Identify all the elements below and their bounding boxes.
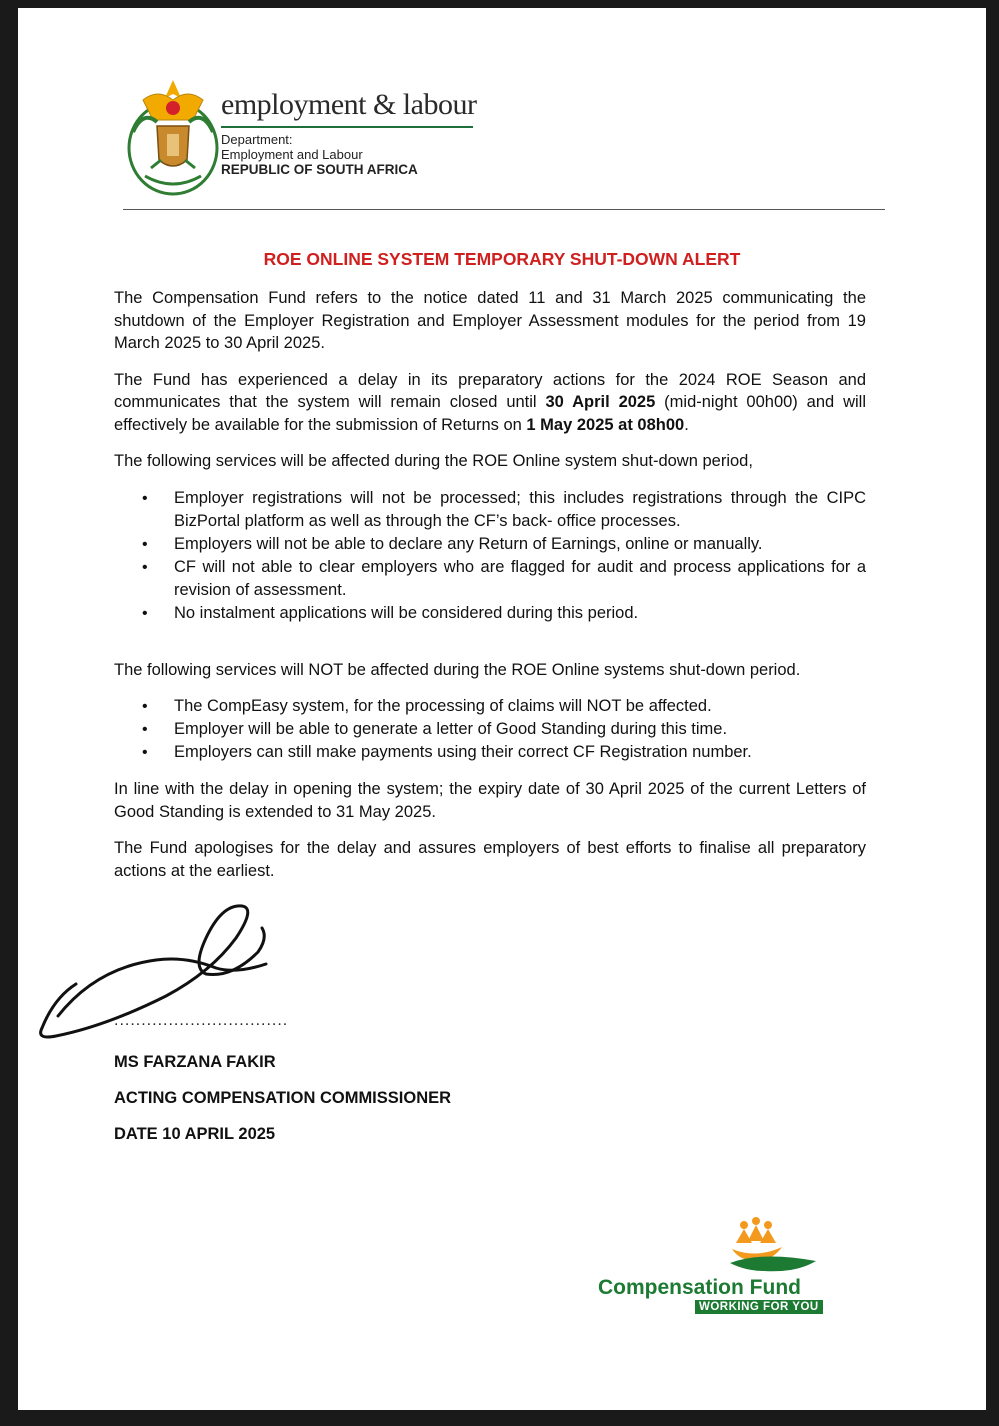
paragraph-notice: The Compensation Fund refers to the notice dated 11 and 31 March 2025 communicating the shutdown of the Employer Registration and Employer Assessment modules for the period from 19 March 2025 to 30 April 2025. [114,289,866,352]
paragraph-apology: The Fund apologises for the delay and assures employers of best efforts to finalise all preparatory actions at the earliest. [114,839,866,880]
signatory-name: MS FARZANA FAKIR [114,1053,276,1071]
paragraph-delay-text-e: . [684,415,689,434]
list-item: • Employers can still make payments using their correct CF Registration number. [174,741,866,764]
list-item: • CF will not able to clear employers who are flagged for audit and process applications for a revision of assessment. [174,556,866,602]
list-item: • No instalment applications will be considered during this period. [174,602,866,625]
paragraph-good-standing: In line with the delay in opening the system; the expiry date of 30 April 2025 of the current Letters of Good Standing is extended to 31 May 2025. [114,780,866,821]
paragraph-affected-intro: The following services will be affected during the ROE Online system shut-down period, [114,452,753,470]
compensation-fund-tagline: WORKING FOR YOU [695,1300,823,1314]
list-item: • Employers will not be able to declare any Return of Earnings, online or manually. [174,533,866,556]
document-page [18,8,986,1410]
closing-date: 30 April 2025 [545,393,656,411]
paragraph-delay-text-a: The Fund has experienced a delay in its preparatory actions for the 2024 ROE Season and communicates that the system will remain closed until [114,370,866,411]
alert-headline: ROE ONLINE SYSTEM TEMPORARY SHUT-DOWN ALERT [263,249,741,269]
signatory-title: ACTING COMPENSATION COMMISSIONER [114,1089,452,1107]
sign-off-block [114,1044,451,1152]
paragraph-not-affected-intro: The following services will NOT be affected during the ROE Online systems shut-down period. [114,660,801,679]
list-item: • The CompEasy system, for the processing of claims will NOT be affected. [174,695,866,718]
paragraph-delay-text-c: (mid-night 00h00) and will effectively be available for the submission of Returns on [114,393,867,434]
letterhead-line-department: Department: [221,132,293,147]
letterhead-rule [221,126,473,128]
letterhead-title: employment & labour [221,88,477,121]
opening-date: 1 May 2025 at 08h00 [526,415,685,434]
letterhead-line-name: Employment and Labour [221,147,363,162]
letter-body [114,287,866,896]
list-item: • Employer registrations will not be processed; this includes registrations through the CIPC BizPortal platform as well as through the CF’s back- office processes. [174,487,866,533]
letterhead-line-country: REPUBLIC OF SOUTH AFRICA [221,162,418,177]
letter-date: DATE 10 APRIL 2025 [114,1125,276,1143]
affected-services-list [114,487,866,625]
compensation-fund-name: Compensation Fund [598,1276,801,1299]
header-divider [123,209,885,210]
coat-of-arms-logo [123,70,223,198]
list-item: • Employer will be able to generate a letter of Good Standing during this time. [174,718,866,741]
signature-line: ................................ [114,1012,289,1029]
paragraph-delay [114,369,866,437]
not-affected-services-list [114,695,866,764]
letterhead-details [221,132,418,177]
